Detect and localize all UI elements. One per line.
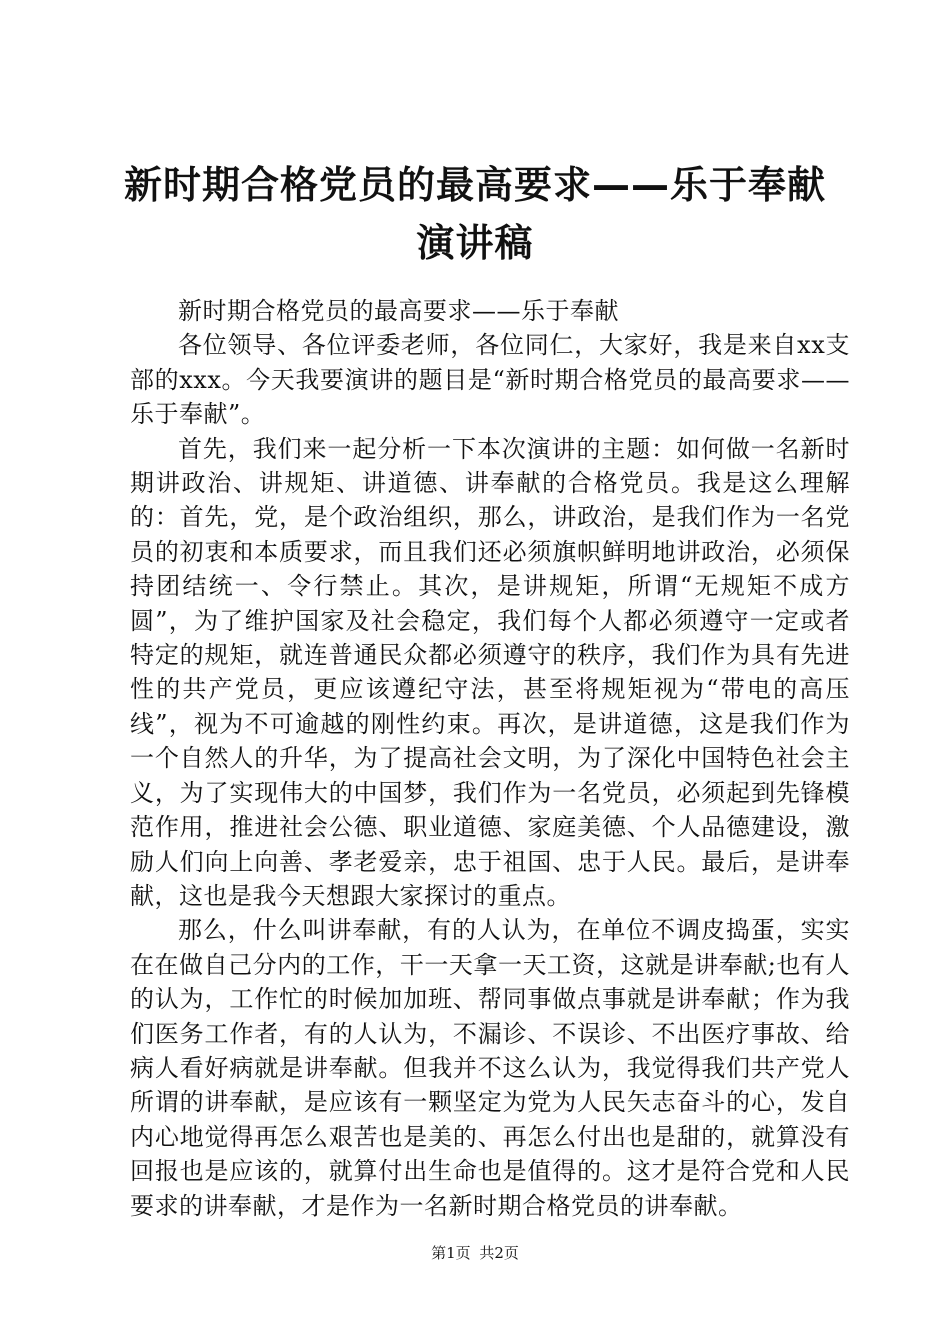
body-paragraph: 首先，我们来一起分析一下本次演讲的主题：如何做一名新时期讲政治、讲规矩、讲道德、讲奉献的合格党员。我是这么理解的：首先，党，是个政治组织，那么，讲政治，是我们作为一名党员的初衷和本质要求，而且我们还必须旗帜鲜明地讲政治，必须保持团结统一、令行禁止。其次，是讲规矩，所谓“无规矩不成方圆”，为了维护国家及社会稳定，我们每个人都必须遵守一定或者特定的规矩，就连普通民众都必须遵守的秩序，我们作为具有先进性的共产党员，更应该遵纪守法，甚至将规矩视为“带电的高压线”，视为不可逾越的刚性约束。再次，是讲道德，这是我们作为一个自然人的升华，为了提高社会文明，为了深化中国特色社会主义，为了实现伟大的中国梦，我们作为一名党员，必须起到先锋模范作用，推进社会公德、职业道德、家庭美德、个人品德建设，激励人们向上向善、孝老爱亲，忠于祖国、忠于人民。最后，是讲奉献，这也是我今天想跟大家探讨的重点。	[130, 434, 850, 910]
page-total: 共2页	[479, 1244, 519, 1262]
greeting-paragraph: 各位领导、各位评委老师，各位同仁，大家好，我是来自xx支部的xxx。今天我要演讲的题目是“新时期合格党员的最高要求——乐于奉献”。	[130, 331, 850, 429]
body-paragraph: 那么，什么叫讲奉献，有的人认为，在单位不调皮捣蛋，实实在在做自己分内的工作，干一天拿一天工资，这就是讲奉献;也有人的认为，工作忙的时候加加班、帮同事做点事就是讲奉献；作为我们医务工作者，有的人认为，不漏诊、不误诊、不出医疗事故、给病人看好病就是讲奉献。但我并不这么认为，我觉得我们共产党人所谓的讲奉献，是应该有一颗坚定为党为人民矢志奋斗的心，发自内心地觉得再怎么艰苦也是美的、再怎么付出也是甜的，就算没有回报也是应该的，就算付出生命也是值得的。这才是符合党和人民要求的讲奉献，才是作为一名新时期合格党员的讲奉献。	[130, 916, 850, 1220]
page-footer	[0, 1243, 950, 1263]
document-title: 新时期合格党员的最高要求——乐于奉献演讲稿	[123, 163, 826, 265]
document-body	[130, 294, 850, 1223]
subtitle-paragraph: 新时期合格党员的最高要求——乐于奉献	[178, 297, 619, 325]
page-number: 第1页	[431, 1244, 471, 1262]
